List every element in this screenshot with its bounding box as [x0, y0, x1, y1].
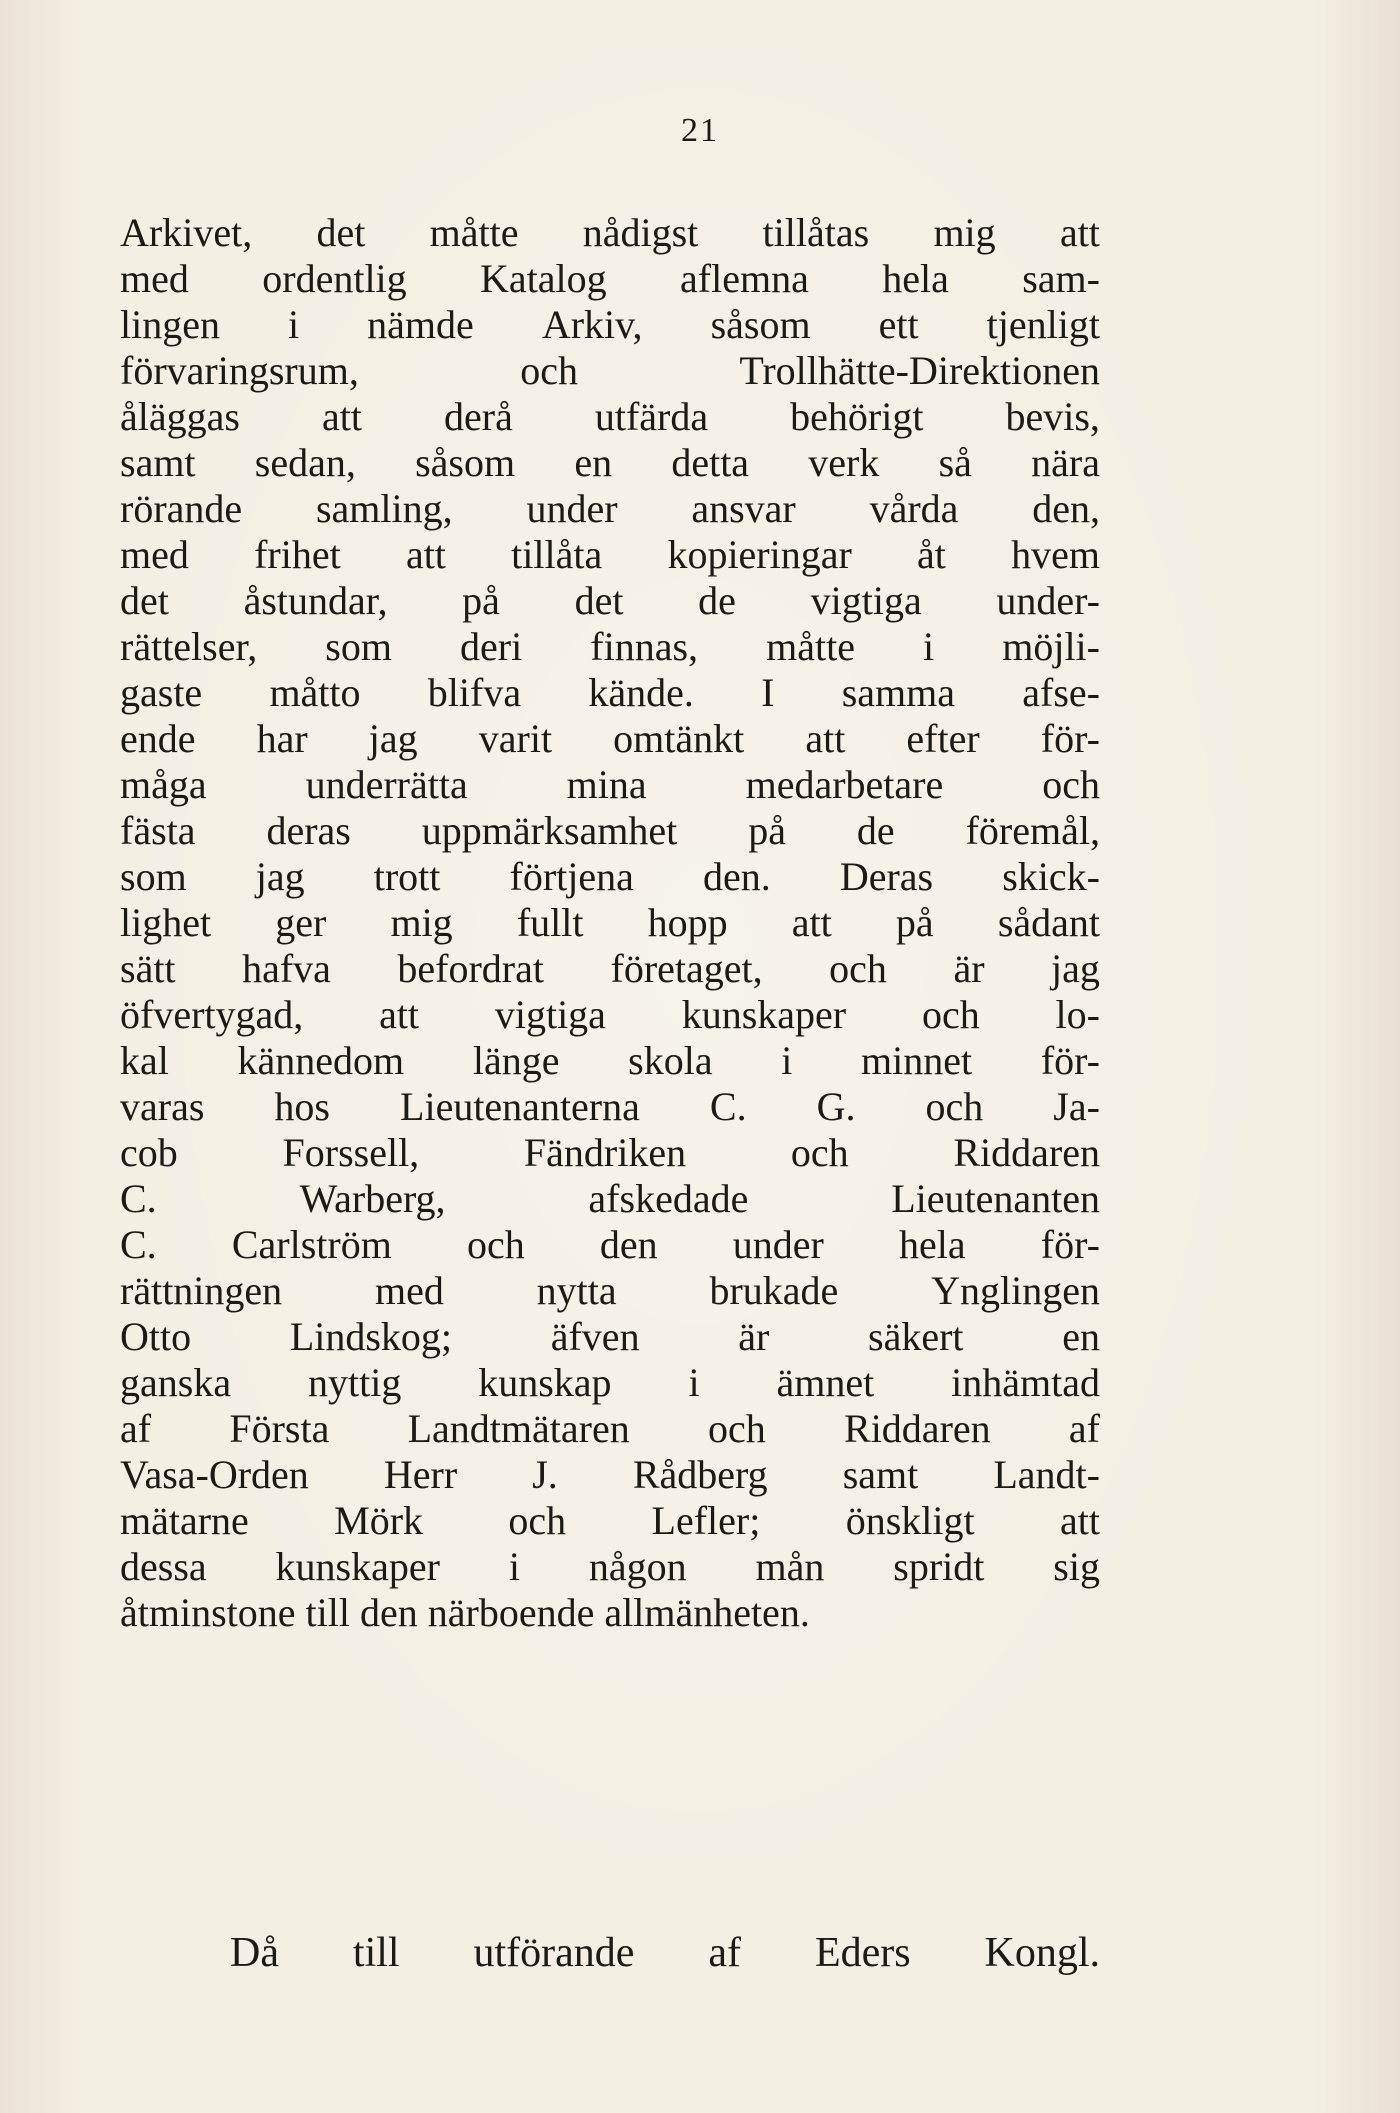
text-line: varas hos Lieutenanterna C. G. och Ja-	[120, 1084, 1100, 1129]
text-line: dessa kunskaper i någon mån spridt sig	[120, 1544, 1100, 1589]
text-line: ganska nyttig kunskap i ämnet inhämtad	[120, 1360, 1100, 1405]
text-line: med frihet att tillåta kopieringar åt hvem	[120, 532, 1100, 577]
text-line: af Första Landtmätaren och Riddaren af	[120, 1406, 1100, 1451]
text-line: öfvertygad, att vigtiga kunskaper och lo-	[120, 992, 1100, 1037]
text-line: det åstundar, på det de vigtiga under-	[120, 578, 1100, 623]
text-line: som jag trott förtjena den. Deras skick-	[120, 854, 1100, 899]
text-line: Arkivet, det måtte nådigst tillåtas mig att	[120, 210, 1100, 255]
text-line: fästa deras uppmärksamhet på de föremål,	[120, 808, 1100, 853]
text-line: åtminstone till den närboende allmänheten.	[120, 1590, 810, 1635]
text-line: ende har jag varit omtänkt att efter för-	[120, 716, 1100, 761]
text-line: C. Warberg, afskedade Lieutenanten	[120, 1176, 1100, 1221]
page-number: 21	[681, 112, 719, 149]
text-line: rörande samling, under ansvar vårda den,	[120, 486, 1100, 531]
text-line: mätarne Mörk och Lefler; önskligt att	[120, 1498, 1100, 1543]
text-line: sätt hafva befordrat företaget, och är jag	[120, 946, 1100, 991]
body-text	[120, 210, 1100, 1636]
text-line: Otto Lindskog; äfven är säkert en	[120, 1314, 1100, 1359]
text-line: gaste måtto blifva kände. I samma afse-	[120, 670, 1100, 715]
text-line: cob Forssell, Fändriken och Riddaren	[120, 1130, 1100, 1175]
closing-line: Då till utförande af Eders Kongl.	[230, 1930, 1100, 1976]
text-line: rättelser, som deri finnas, måtte i möjli-	[120, 624, 1100, 669]
text-line: samt sedan, såsom en detta verk så nära	[120, 440, 1100, 485]
text-line: åläggas att derå utfärda behörigt bevis,	[120, 394, 1100, 439]
text-line: Vasa-Orden Herr J. Rådberg samt Landt-	[120, 1452, 1100, 1497]
text-line: måga underrätta mina medarbetare och	[120, 762, 1100, 807]
text-line: C. Carlström och den under hela för-	[120, 1222, 1100, 1267]
text-line: rättningen med nytta brukade Ynglingen	[120, 1268, 1100, 1313]
text-line: lighet ger mig fullt hopp att på sådant	[120, 900, 1100, 945]
text-line: förvaringsrum, och Trollhätte-Direktionen	[120, 348, 1100, 393]
text-line: med ordentlig Katalog aflemna hela sam-	[120, 256, 1100, 301]
text-line: kal kännedom länge skola i minnet för-	[120, 1038, 1100, 1083]
text-line: lingen i nämde Arkiv, såsom ett tjenligt	[120, 302, 1100, 347]
